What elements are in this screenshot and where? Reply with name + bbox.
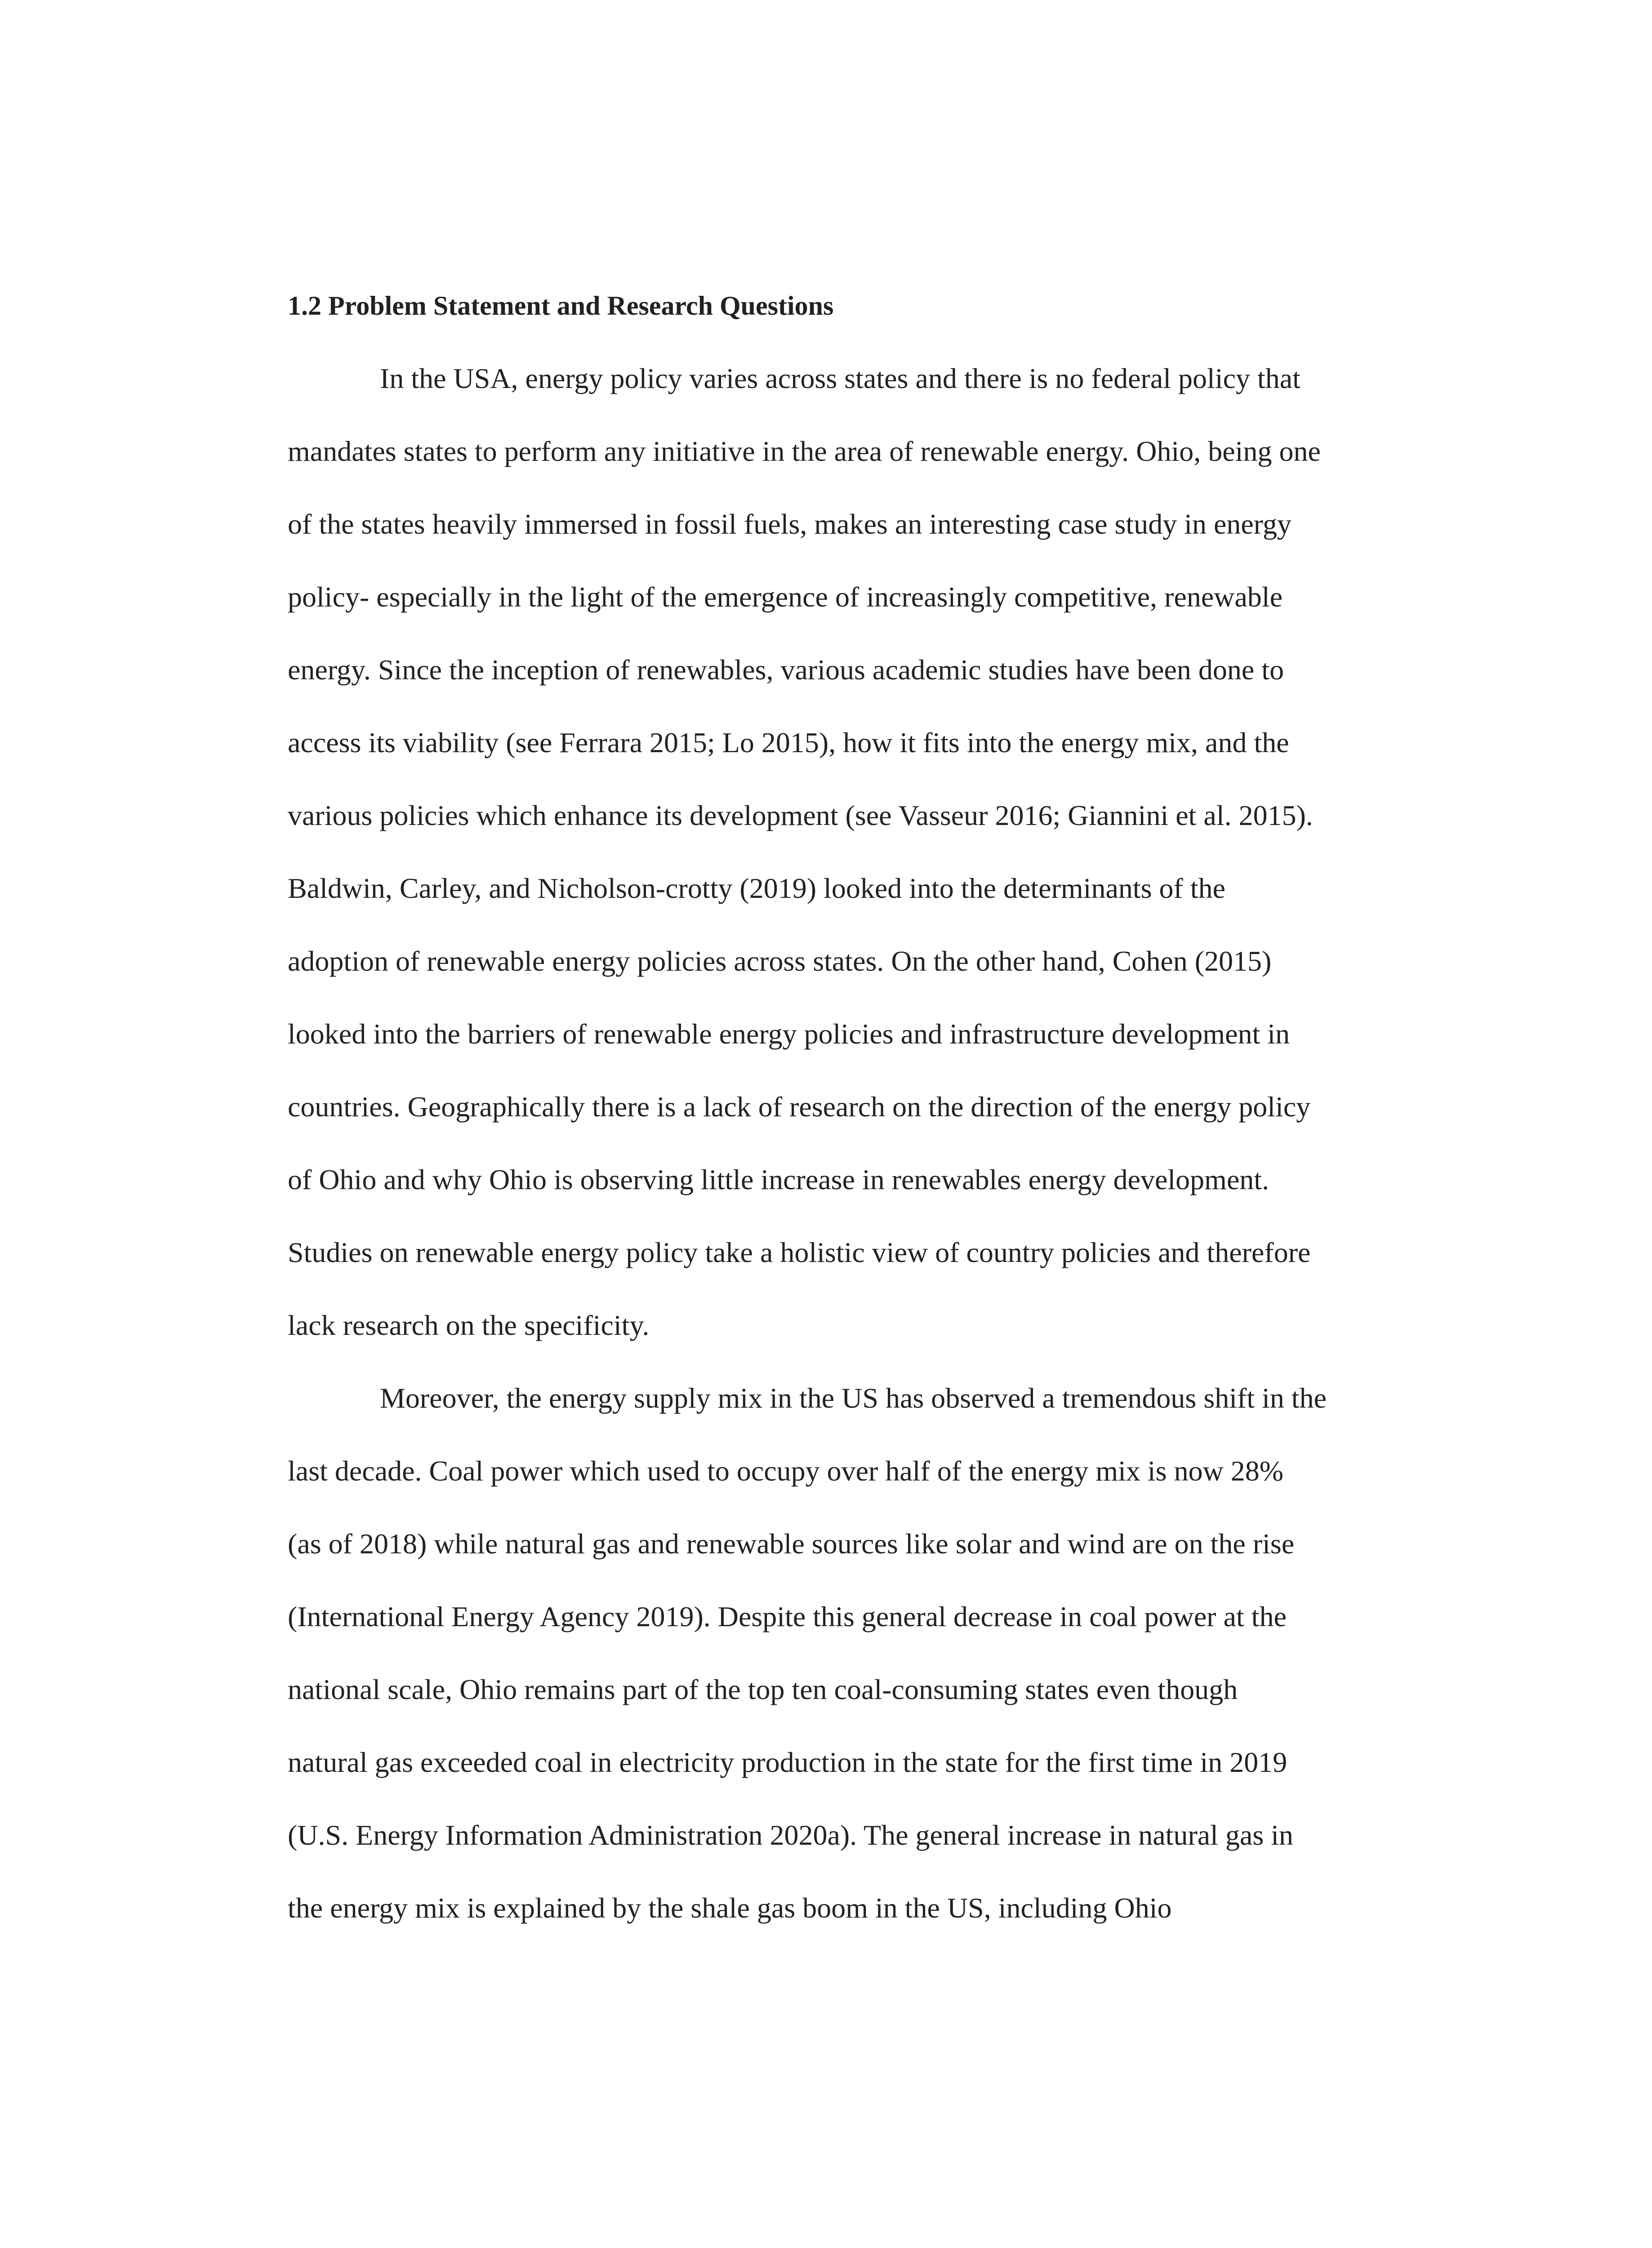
paragraph-1-line-14: lack research on the specificity. <box>288 1309 650 1341</box>
paragraph-2-line-3: (as of 2018) while natural gas and renewable sources like solar and wind are on the rise <box>288 1528 1295 1560</box>
paragraph-1-line-12: of Ohio and why Ohio is observing little increase in renewables energy development. <box>288 1164 1269 1195</box>
page-content <box>288 288 1438 1926</box>
paragraph-1-line-2: mandates states to perform any initiative in the area of renewable energy. Ohio, being one <box>288 435 1321 467</box>
paragraph-2-line-8: the energy mix is explained by the shale gas boom in the US, including Ohio <box>288 1892 1172 1924</box>
paragraph-1-line-9: adoption of renewable energy policies across states. On the other hand, Cohen (2015) <box>288 945 1272 977</box>
paragraph-2-line-5: national scale, Ohio remains part of the top ten coal-consuming states even though <box>288 1673 1238 1705</box>
paragraph-1-line-8: Baldwin, Carley, and Nicholson-crotty (2019) looked into the determinants of the <box>288 872 1226 904</box>
paragraph-1-line-1: In the USA, energy policy varies across states and there is no federal policy that <box>380 362 1300 394</box>
paragraph-2-line-2: last decade. Coal power which used to occupy over half of the energy mix is now 28% <box>288 1455 1284 1487</box>
paragraph-1-line-4: policy- especially in the light of the emergence of increasingly competitive, renewable <box>288 581 1283 613</box>
paragraph-2-line-4: (International Energy Agency 2019). Despite this general decrease in coal power at the <box>288 1601 1287 1632</box>
paragraph-2-line-6: natural gas exceeded coal in electricity production in the state for the first time in 2019 <box>288 1746 1287 1778</box>
paragraph-2-line-1: Moreover, the energy supply mix in the US has observed a tremendous shift in the <box>380 1382 1327 1414</box>
paragraph-1-line-11: countries. Geographically there is a lack of research on the direction of the energy policy <box>288 1091 1311 1123</box>
paragraph-1-line-10: looked into the barriers of renewable energy policies and infrastructure development in <box>288 1018 1290 1050</box>
section-heading: 1.2 Problem Statement and Research Questions <box>288 291 834 321</box>
paragraph-1-line-6: access its viability (see Ferrara 2015; Lo 2015), how it fits into the energy mix, and the <box>288 727 1289 758</box>
paragraph-1-line-7: various policies which enhance its development (see Vasseur 2016; Giannini et al. 2015). <box>288 799 1313 831</box>
paragraph-1-line-3: of the states heavily immersed in fossil fuels, makes an interesting case study in energy <box>288 508 1291 540</box>
paragraph-2-line-7: (U.S. Energy Information Administration 2020a). The general increase in natural gas in <box>288 1819 1294 1851</box>
paragraph-1-line-13: Studies on renewable energy policy take a holistic view of country policies and therefore <box>288 1236 1311 1268</box>
paragraph-1-line-5: energy. Since the inception of renewables, various academic studies have been done to <box>288 654 1284 686</box>
